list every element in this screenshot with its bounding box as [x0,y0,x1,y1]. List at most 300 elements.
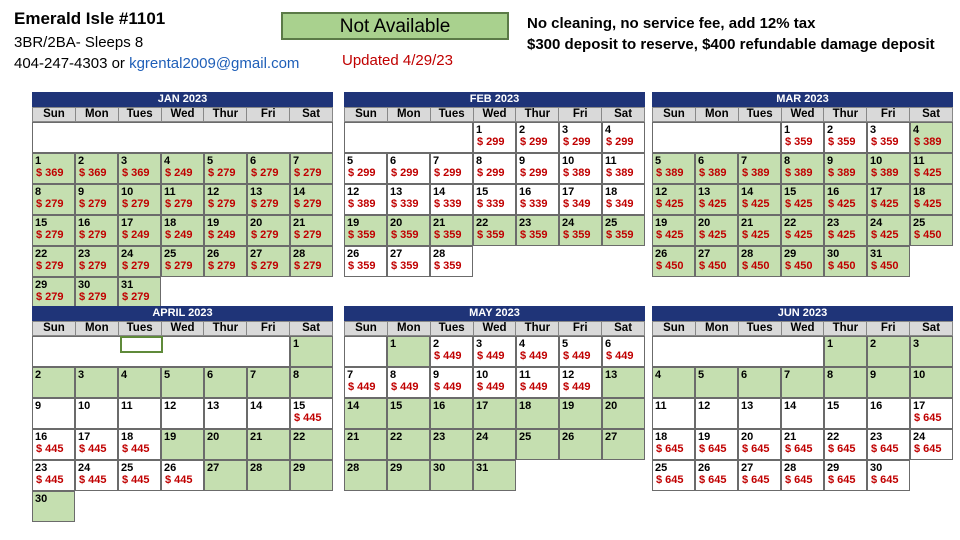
day-price: $ 279 [165,260,193,272]
day-cell[interactable] [32,184,75,215]
day-cell[interactable] [344,367,387,398]
day-cell[interactable] [695,367,738,398]
day-number: 2 [870,338,877,350]
day-price: $ 279 [122,260,150,272]
day-cell[interactable] [161,367,204,398]
day-cell[interactable] [473,215,516,246]
weekday-label: Tues [119,108,162,122]
blank-leading-cells [344,336,387,367]
day-cell[interactable] [430,398,473,429]
day-number: 26 [655,248,668,260]
day-cell[interactable] [695,215,738,246]
day-cell[interactable] [695,153,738,184]
day-price: $ 450 [871,260,899,272]
day-cell[interactable] [516,153,559,184]
day-price: $ 445 [36,443,64,455]
day-cell[interactable] [867,398,910,429]
day-cell[interactable] [387,460,430,491]
day-cell[interactable] [32,460,75,491]
day-cell[interactable] [473,398,516,429]
day-cell[interactable] [824,398,867,429]
day-cell[interactable] [602,367,645,398]
day-price: $ 425 [742,198,770,210]
day-cell[interactable] [824,122,867,153]
month-header: MAR 2023 [652,92,953,107]
day-cell[interactable] [75,153,118,184]
day-number: 3 [476,338,483,350]
day-number: 1 [293,338,300,350]
day-number: 25 [164,248,177,260]
day-price: $ 339 [391,198,419,210]
day-number: 3 [121,155,128,167]
weekday-label: Fri [247,322,290,336]
weekday-label: Sat [290,322,333,336]
day-cell[interactable] [290,184,333,215]
day-cell[interactable] [204,429,247,460]
day-cell[interactable] [118,367,161,398]
day-cell[interactable] [344,429,387,460]
day-cell[interactable] [738,215,781,246]
day-cell[interactable] [824,246,867,277]
day-cell[interactable] [602,215,645,246]
day-number: 9 [433,369,440,381]
day-cell[interactable] [695,460,738,491]
day-number: 24 [476,431,489,443]
day-cell[interactable] [824,429,867,460]
day-number: 23 [433,431,446,443]
day-number: 9 [519,155,526,167]
day-number: 13 [741,400,754,412]
day-cell[interactable] [290,215,333,246]
weekday-label: Fri [867,108,910,122]
day-number: 6 [698,155,705,167]
day-price: $ 445 [165,474,193,486]
day-cell[interactable] [118,153,161,184]
day-cell[interactable] [344,246,387,277]
day-cell[interactable] [387,153,430,184]
day-number: 12 [562,369,575,381]
day-cell[interactable] [75,277,118,308]
day-cell[interactable] [473,153,516,184]
day-cell[interactable] [430,367,473,398]
day-price: $ 359 [348,229,376,241]
day-cell[interactable] [290,153,333,184]
weekday-label: Sun [33,108,76,122]
day-cell[interactable] [344,398,387,429]
day-cell[interactable] [118,246,161,277]
day-price: $ 425 [871,198,899,210]
day-cell[interactable] [430,153,473,184]
day-number: 15 [35,217,48,229]
day-cell[interactable] [695,429,738,460]
email-link[interactable]: kgrental2009@gmail.com [129,55,300,72]
day-cell[interactable] [867,336,910,367]
day-cell[interactable] [473,367,516,398]
day-cell[interactable] [75,246,118,277]
day-cell[interactable] [161,246,204,277]
day-cell[interactable] [32,367,75,398]
day-cell[interactable] [247,215,290,246]
day-cell[interactable] [118,429,161,460]
day-cell[interactable] [32,429,75,460]
weekday-label: Thur [824,322,867,336]
day-price: $ 299 [391,167,419,179]
day-cell[interactable] [867,215,910,246]
day-cell[interactable] [824,215,867,246]
day-number: 30 [78,279,91,291]
day-cell[interactable] [602,153,645,184]
weekday-label: Thur [516,322,559,336]
day-cell[interactable] [75,184,118,215]
day-cell[interactable] [559,122,602,153]
day-cell[interactable] [290,336,333,367]
day-cell[interactable] [559,398,602,429]
day-cell[interactable] [781,429,824,460]
day-cell[interactable] [602,429,645,460]
day-cell[interactable] [738,246,781,277]
day-cell[interactable] [695,246,738,277]
day-cell[interactable] [559,153,602,184]
day-cell[interactable] [516,122,559,153]
day-cell[interactable] [824,367,867,398]
day-cell[interactable] [204,367,247,398]
day-cell[interactable] [824,336,867,367]
day-cell[interactable] [204,215,247,246]
day-number: 2 [433,338,440,350]
day-cell[interactable] [75,215,118,246]
day-cell[interactable] [738,460,781,491]
day-cell[interactable] [387,398,430,429]
day-cell[interactable] [161,398,204,429]
day-cell[interactable] [516,367,559,398]
day-cell[interactable] [910,122,953,153]
day-number: 7 [784,369,791,381]
weekday-label: Sun [33,322,76,336]
day-number: 10 [913,369,926,381]
weekday-label: Thur [204,322,247,336]
day-cell[interactable] [738,367,781,398]
day-cell[interactable] [738,398,781,429]
day-price: $ 359 [477,229,505,241]
day-number: 7 [347,369,354,381]
day-cell[interactable] [290,246,333,277]
day-cell[interactable] [559,336,602,367]
day-cell[interactable] [118,184,161,215]
day-number: 6 [390,155,397,167]
day-cell[interactable] [652,153,695,184]
day-number: 25 [655,462,668,474]
day-price: $ 359 [563,229,591,241]
day-cell[interactable] [430,460,473,491]
day-price: $ 299 [520,167,548,179]
day-number: 29 [827,462,840,474]
day-cell[interactable] [32,277,75,308]
day-number: 21 [433,217,446,229]
calendar-may-2023 [344,306,645,474]
day-cell[interactable] [473,122,516,153]
day-cell[interactable] [781,246,824,277]
day-number: 27 [698,248,711,260]
day-cell[interactable] [738,429,781,460]
day-cell[interactable] [910,215,953,246]
day-price: $ 449 [477,381,505,393]
day-number: 24 [870,217,883,229]
day-cell[interactable] [738,184,781,215]
day-cell[interactable] [867,367,910,398]
day-cell[interactable] [75,398,118,429]
calendar-jan-2023 [32,92,333,303]
day-cell[interactable] [344,460,387,491]
day-cell[interactable] [695,184,738,215]
day-price: $ 279 [79,260,107,272]
day-number: 28 [741,248,754,260]
day-price: $ 279 [294,167,322,179]
day-price: $ 249 [122,229,150,241]
day-cell[interactable] [387,246,430,277]
day-cell[interactable] [290,429,333,460]
day-cell[interactable] [867,460,910,491]
day-number: 25 [913,217,926,229]
day-cell[interactable] [824,153,867,184]
day-cell[interactable] [387,429,430,460]
weekday-label: Fri [247,108,290,122]
day-number: 18 [519,400,532,412]
day-price: $ 645 [828,443,856,455]
day-cell[interactable] [602,122,645,153]
day-number: 4 [913,124,920,136]
day-number: 18 [605,186,618,198]
day-cell[interactable] [430,429,473,460]
day-number: 15 [476,186,489,198]
day-number: 16 [433,400,446,412]
day-cell[interactable] [118,215,161,246]
day-number: 21 [250,431,263,443]
day-number: 18 [655,431,668,443]
day-cell[interactable] [652,246,695,277]
day-cell[interactable] [161,215,204,246]
day-number: 20 [207,431,220,443]
day-cell[interactable] [473,460,516,491]
day-cell[interactable] [204,460,247,491]
day-cell[interactable] [387,184,430,215]
day-cell[interactable] [118,460,161,491]
day-price: $ 445 [79,474,107,486]
day-cell[interactable] [344,184,387,215]
day-cell[interactable] [652,367,695,398]
updated-date: Updated 4/29/23 [342,52,453,69]
weekday-label: Sat [290,108,333,122]
day-price: $ 279 [251,167,279,179]
day-price: $ 359 [348,260,376,272]
day-cell[interactable] [516,429,559,460]
day-cell[interactable] [910,398,953,429]
day-cell[interactable] [344,215,387,246]
day-cell[interactable] [247,367,290,398]
day-cell[interactable] [910,429,953,460]
day-cell[interactable] [290,460,333,491]
day-cell[interactable] [602,398,645,429]
day-cell[interactable] [32,398,75,429]
day-cell[interactable] [781,398,824,429]
day-cell[interactable] [247,460,290,491]
day-number: 26 [347,248,360,260]
day-number: 17 [78,431,91,443]
day-number: 26 [164,462,177,474]
day-cell[interactable] [602,336,645,367]
day-price: $ 645 [656,443,684,455]
day-cell[interactable] [652,429,695,460]
day-number: 21 [784,431,797,443]
day-number: 9 [870,369,877,381]
day-number: 4 [164,155,171,167]
day-cell[interactable] [867,246,910,277]
day-cell[interactable] [161,460,204,491]
day-price: $ 279 [251,260,279,272]
day-number: 26 [698,462,711,474]
day-cell[interactable] [204,184,247,215]
day-cell[interactable] [204,246,247,277]
day-cell[interactable] [473,336,516,367]
day-number: 19 [164,431,177,443]
day-cell[interactable] [118,398,161,429]
day-cell[interactable] [559,215,602,246]
day-cell[interactable] [910,153,953,184]
day-cell[interactable] [32,491,75,522]
day-cell[interactable] [516,215,559,246]
day-cell[interactable] [781,184,824,215]
day-cell[interactable] [781,367,824,398]
day-cell[interactable] [118,277,161,308]
day-cell[interactable] [430,215,473,246]
day-cell[interactable] [516,398,559,429]
day-cell[interactable] [430,184,473,215]
day-cell[interactable] [32,153,75,184]
day-cell[interactable] [290,398,333,429]
day-number: 10 [78,400,91,412]
day-cell[interactable] [344,153,387,184]
day-cell[interactable] [516,336,559,367]
day-cell[interactable] [204,153,247,184]
day-cell[interactable] [290,367,333,398]
day-number: 26 [562,431,575,443]
day-price: $ 449 [434,381,462,393]
day-number: 12 [347,186,360,198]
weekday-label: Wed [782,322,825,336]
day-price: $ 449 [477,350,505,362]
day-number: 3 [78,369,85,381]
day-cell[interactable] [781,153,824,184]
day-cell[interactable] [738,153,781,184]
day-cell[interactable] [473,429,516,460]
day-cell[interactable] [559,367,602,398]
day-number: 5 [164,369,171,381]
weekday-label: Wed [474,322,517,336]
day-cell[interactable] [516,184,559,215]
day-cell[interactable] [910,184,953,215]
day-price: $ 425 [656,198,684,210]
day-cell[interactable] [247,429,290,460]
day-cell[interactable] [247,184,290,215]
day-number: 7 [433,155,440,167]
day-cell[interactable] [247,246,290,277]
day-cell[interactable] [387,336,430,367]
day-cell[interactable] [75,367,118,398]
day-cell[interactable] [781,122,824,153]
day-cell[interactable] [695,398,738,429]
day-number: 25 [519,431,532,443]
day-cell[interactable] [473,184,516,215]
day-price: $ 279 [294,198,322,210]
selected-cell-outline[interactable] [120,336,163,353]
day-number: 7 [741,155,748,167]
day-cell[interactable] [867,184,910,215]
weekday-row [652,107,953,122]
day-cell[interactable] [910,336,953,367]
day-cell[interactable] [652,215,695,246]
day-cell[interactable] [75,429,118,460]
day-price: $ 645 [828,474,856,486]
day-cell[interactable] [824,184,867,215]
day-cell[interactable] [32,215,75,246]
day-number: 27 [207,462,220,474]
day-number: 8 [827,369,834,381]
day-cell[interactable] [602,184,645,215]
day-cell[interactable] [867,429,910,460]
day-number: 11 [913,155,925,167]
day-price: $ 279 [251,198,279,210]
day-price: $ 450 [828,260,856,272]
day-cell[interactable] [161,184,204,215]
day-cell[interactable] [32,246,75,277]
day-cell[interactable] [781,215,824,246]
day-cell[interactable] [430,246,473,277]
day-number: 17 [913,400,926,412]
day-cell[interactable] [781,460,824,491]
day-cell[interactable] [867,122,910,153]
weekday-label: Sat [602,108,645,122]
day-cell[interactable] [75,460,118,491]
day-number: 13 [250,186,263,198]
day-price: $ 450 [656,260,684,272]
day-cell[interactable] [387,367,430,398]
day-cell[interactable] [652,398,695,429]
day-cell[interactable] [910,367,953,398]
day-number: 19 [562,400,575,412]
day-price: $ 389 [563,167,591,179]
day-cell[interactable] [652,460,695,491]
day-cell[interactable] [559,184,602,215]
day-cell[interactable] [204,398,247,429]
day-cell[interactable] [247,153,290,184]
day-price: $ 299 [434,167,462,179]
day-number: 8 [293,369,300,381]
month-header: APRIL 2023 [32,306,333,321]
day-cell[interactable] [867,153,910,184]
day-cell[interactable] [430,336,473,367]
day-cell[interactable] [161,153,204,184]
day-cell[interactable] [161,429,204,460]
day-cell[interactable] [559,429,602,460]
day-number: 24 [121,248,134,260]
day-cell[interactable] [387,215,430,246]
day-cell[interactable] [652,184,695,215]
day-cell[interactable] [247,398,290,429]
day-number: 11 [519,369,531,381]
day-price: $ 249 [165,167,193,179]
day-cell[interactable] [824,460,867,491]
month-header: FEB 2023 [344,92,645,107]
day-number: 20 [741,431,754,443]
